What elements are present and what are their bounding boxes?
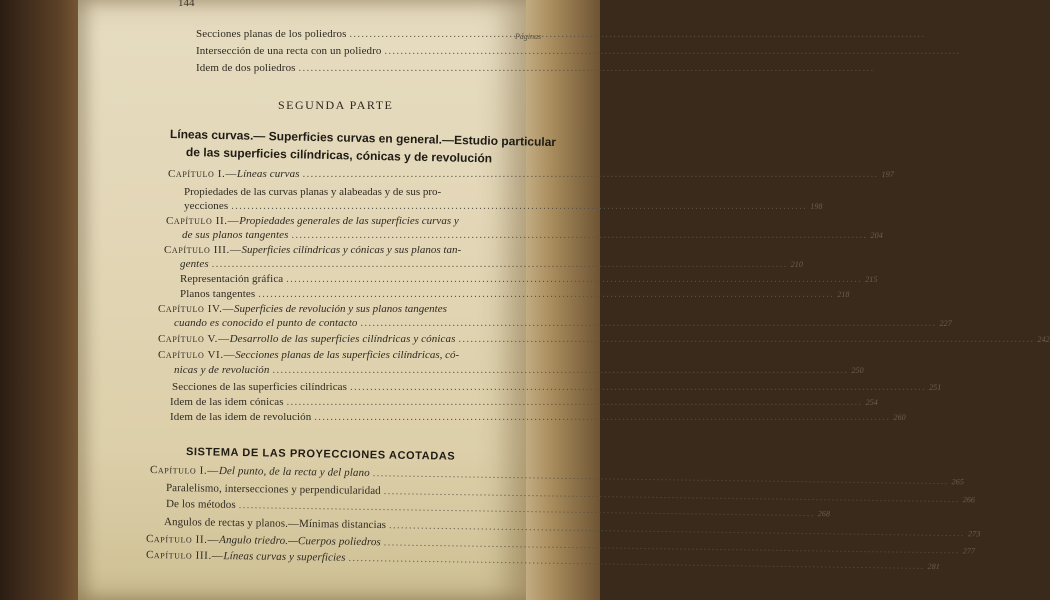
toc-chapter: Capítulo I.—Líneas curvas ..... 197	[168, 168, 538, 180]
toc-chapter-line: Capítulo III.—Superficies cilíndricas y cónicas y sus planos tan-	[164, 244, 462, 256]
toc-entry: yecciones ..... 198	[184, 200, 538, 212]
toc-entry: Angulos de rectas y planos.—Mínimas distancias ..... 273	[164, 516, 540, 533]
toc-chapter: cuando es conocido el punto de contacto ..... 227	[174, 317, 542, 329]
page-number: 144	[178, 0, 195, 9]
toc-chapter: nicas y de revolución ..... 250	[174, 364, 542, 376]
toc-entry: Paralelismo, intersecciones y perpendicularidad ..... 266	[166, 482, 540, 499]
toc-entry: Idem de dos poliedros .....	[196, 62, 520, 74]
book-spine-background	[0, 0, 82, 600]
toc-chapter: Capítulo V.—Desarrollo de las superficies cilíndricas y cónicas ..... 242	[158, 333, 542, 345]
toc-entry: Secciones de las superficies cilíndricas ..... 251	[172, 381, 542, 393]
toc-chapter-line: Capítulo II.—Propiedades generales de las superficies curvas y	[166, 215, 459, 227]
pages-column-label: Páginas	[515, 32, 542, 41]
toc-entry: Intersección de una recta con un poliedro .....	[196, 45, 522, 57]
part-title-line-2: de las superficies cilíndricas, cónicas y de revolución	[185, 145, 493, 166]
part-heading: SEGUNDA PARTE	[278, 98, 394, 112]
toc-entry: Planos tangentes ..... 218	[180, 288, 542, 300]
toc-entry: Representación gráfica ..... 215	[180, 273, 542, 285]
part-title-line-1: Líneas curvas.— Superficies curvas en general.—Estudio particular	[169, 127, 557, 150]
toc-entry-line: Propiedades de las curvas planas y alabeadas y de sus pro-	[184, 186, 442, 198]
toc-entry: Idem de las idem de revolución ..... 260	[170, 411, 542, 423]
toc-chapter-line: Capítulo VI.—Secciones planas de las superficies cilíndricas, có-	[158, 349, 460, 361]
toc-entry: De los métodos ..... 268	[166, 498, 540, 515]
toc-entry: Secciones planas de los poliedros .....	[196, 28, 524, 40]
toc-chapter: Capítulo I.—Del punto, de la recta y del plano ..... 265	[150, 464, 542, 481]
toc-chapter: Capítulo III.—Líneas curvas y superficies ..... 281	[146, 549, 540, 566]
section-heading: SISTEMA DE LAS PROYECCIONES ACOTADAS	[185, 446, 456, 463]
toc-chapter: de sus planos tangentes ..... 204	[182, 229, 540, 241]
book-page	[78, 0, 1050, 600]
toc-chapter: Capítulo II.—Angulo triedro.—Cuerpos poliedros ..... 277	[146, 533, 540, 550]
toc-chapter-line: Capítulo IV.—Superficies de revolución y sus planos tangentes	[158, 303, 447, 315]
toc-chapter: gentes ..... 210	[180, 258, 542, 270]
toc-entry: Idem de las idem cónicas ..... 254	[170, 396, 542, 408]
